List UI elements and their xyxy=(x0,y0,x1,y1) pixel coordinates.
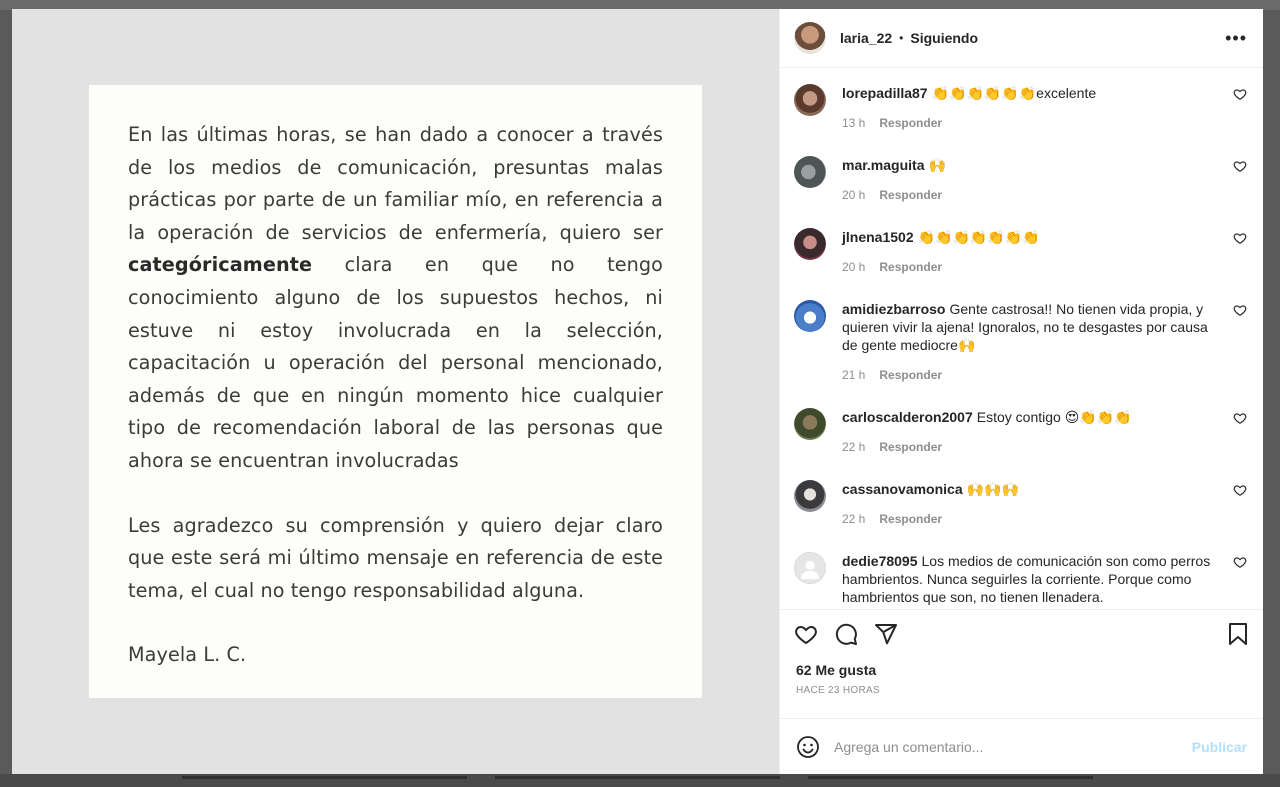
post-timestamp[interactable]: HACE 23 HORAS xyxy=(796,685,880,696)
comment-item xyxy=(794,228,1249,274)
heart-icon[interactable] xyxy=(1233,555,1247,569)
comment-text: 🙌 xyxy=(928,157,946,173)
post-sidebar xyxy=(779,9,1263,774)
reply-button[interactable]: Responder xyxy=(879,116,943,130)
comment-time[interactable]: 21 h xyxy=(842,368,866,382)
comment-item xyxy=(794,156,1249,202)
comment-time[interactable]: 20 h xyxy=(842,188,866,202)
commenter-username[interactable]: dedie78095 xyxy=(842,553,918,569)
heart-icon[interactable] xyxy=(1233,87,1247,101)
background-feed-strip xyxy=(182,776,467,779)
post-actions-bar xyxy=(780,609,1263,658)
comment-text: 👏👏👏👏👏👏👏 xyxy=(917,229,1040,245)
post-image-statement xyxy=(89,85,702,698)
commenter-username[interactable]: jlnena1502 xyxy=(842,229,914,245)
background-feed-strip xyxy=(808,776,1093,779)
add-comment-bar xyxy=(780,718,1263,774)
commenter-username[interactable]: carloscalderon2007 xyxy=(842,409,973,425)
comment-item xyxy=(794,84,1249,130)
author-avatar[interactable] xyxy=(794,22,826,54)
statement-signature: Mayela L. C. xyxy=(128,643,247,667)
comment-text: 🙌🙌🙌 xyxy=(966,481,1019,497)
default-user-icon xyxy=(799,558,821,580)
reply-button[interactable]: Responder xyxy=(879,260,943,274)
post-modal xyxy=(12,9,1263,774)
following-button[interactable]: Siguiendo xyxy=(910,30,979,46)
publish-button[interactable]: Publicar xyxy=(1191,738,1247,755)
likes-count[interactable]: 62 Me gusta xyxy=(796,662,877,678)
commenter-username[interactable]: amidiezbarroso xyxy=(842,301,946,317)
comment-time[interactable]: 20 h xyxy=(842,260,866,274)
commenter-username[interactable]: mar.maguita xyxy=(842,157,925,173)
reply-button[interactable]: Responder xyxy=(879,368,943,382)
post-header xyxy=(780,9,1263,68)
commenter-avatar[interactable] xyxy=(794,552,826,584)
heart-icon[interactable] xyxy=(1233,303,1247,317)
comment-item xyxy=(794,300,1249,382)
comment-item xyxy=(794,552,1249,606)
commenter-username[interactable]: cassanovamonica xyxy=(842,481,963,497)
statement-emphasis: categóricamente xyxy=(128,253,313,277)
paper-plane-icon[interactable] xyxy=(874,622,898,646)
post-media[interactable] xyxy=(12,9,779,774)
comment-time[interactable]: 13 h xyxy=(842,116,866,130)
smiley-icon[interactable] xyxy=(796,735,820,759)
background-feed-strip xyxy=(495,776,780,779)
commenter-avatar[interactable] xyxy=(794,300,826,332)
comment-text: Gente castrosa!! No tienen vida propia, y quieren vivir la ajena! Ignoralos, no te desgastes por causa de gente mediocre🙌 xyxy=(842,301,1208,353)
heart-icon[interactable] xyxy=(794,622,818,646)
statement-paragraph-2: Les agradezco su comprensión y quiero dejar claro que este será mi último mensaje en referencia de este tema, el cual no tengo responsabilidad alguna. xyxy=(128,513,663,602)
comments-list[interactable] xyxy=(780,68,1263,609)
comment-bubble-icon[interactable] xyxy=(834,622,858,646)
author-username[interactable]: laria_22 xyxy=(840,30,893,46)
commenter-avatar[interactable] xyxy=(794,84,826,116)
reply-button[interactable]: Responder xyxy=(879,440,943,454)
commenter-avatar[interactable] xyxy=(794,156,826,188)
comment-text: Estoy contigo 😍👏👏👏 xyxy=(976,409,1132,425)
comment-item xyxy=(794,480,1249,526)
heart-icon[interactable] xyxy=(1233,411,1247,425)
commenter-avatar[interactable] xyxy=(794,408,826,440)
comment-input[interactable] xyxy=(834,739,1192,755)
bookmark-icon[interactable] xyxy=(1227,622,1249,646)
statement-text: En las últimas horas, se han dado a conocer a través de los medios de comunicación, presuntas malas prácticas por parte de un familiar mío, en referencia a la operación de servicios de enfermería, quiero ser xyxy=(128,123,663,244)
statement-text: clara en que no tengo conocimiento alguno de los supuestos hechos, ni estuve ni estoy involucrada en la selección, capacitación u operación del personal mencionado, además de que en ningún momento hice cualquier tipo de recomendación laboral de las personas que ahora se encuentran involucradas xyxy=(128,253,664,472)
separator-dot: • xyxy=(899,31,904,45)
reply-button[interactable]: Responder xyxy=(879,512,943,526)
comment-text: Los medios de comunicación son como perros hambrientos. Nunca seguirles la corriente. Porque como hambrientos que son, no tienen llenadera. xyxy=(842,553,1211,605)
comment-item xyxy=(794,408,1249,454)
reply-button[interactable]: Responder xyxy=(879,188,943,202)
commenter-avatar[interactable] xyxy=(794,228,826,260)
heart-icon[interactable] xyxy=(1233,231,1247,245)
ellipsis-icon[interactable]: ••• xyxy=(1225,28,1247,48)
heart-icon[interactable] xyxy=(1233,159,1247,173)
comment-time[interactable]: 22 h xyxy=(842,440,866,454)
comment-time[interactable]: 22 h xyxy=(842,512,866,526)
heart-icon[interactable] xyxy=(1233,483,1247,497)
commenter-username[interactable]: lorepadilla87 xyxy=(842,85,928,101)
statement-paragraph-1 xyxy=(128,119,663,478)
commenter-avatar[interactable] xyxy=(794,480,826,512)
comment-text: 👏👏👏👏👏👏excelente xyxy=(931,85,1097,101)
